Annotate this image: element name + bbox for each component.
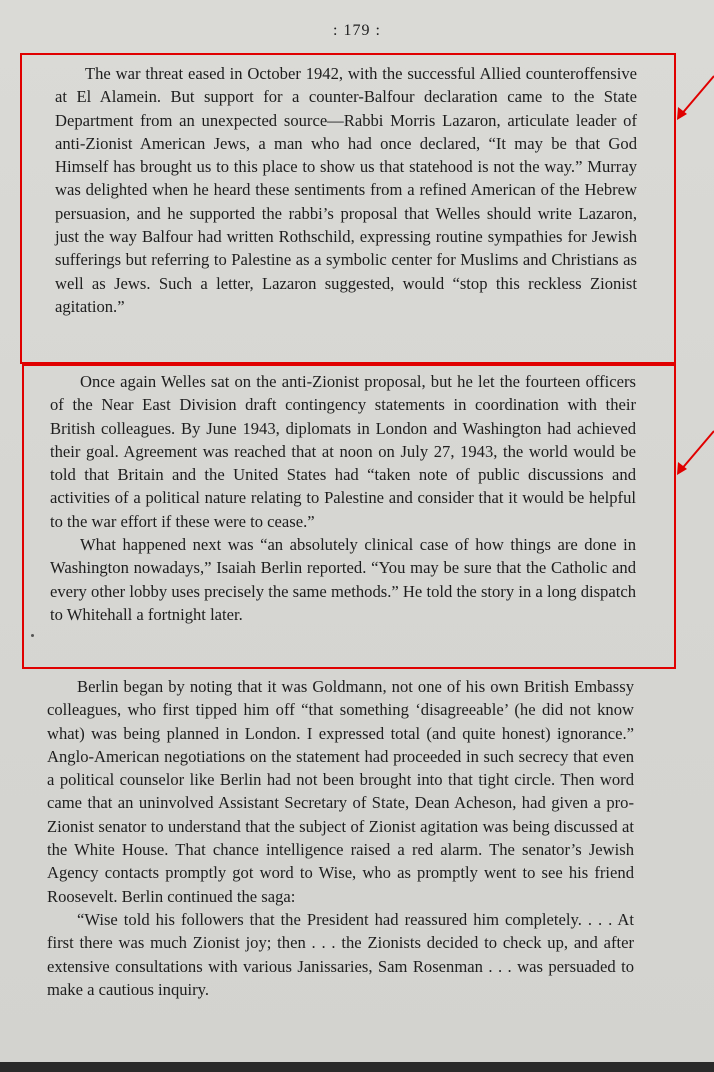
paragraph: The war threat eased in October 1942, with the successful Allied counteroffensive at El Alamein. But support for a counter-Balfour declaration came to the State Department from an unexpected source—Rabbi Morris Lazaron, articulate leader of anti-Zionist American Jews, a man who had once declared, “It may be that God Himself has brought us to this place to show us that statehood is not the way.” Murray was delighted when he heard these sentiments from a refined American of the Hebrew persuasion, and he supported the rabbi’s proposal that Welles should write Lazaron, just the way Balfour had written Rothschild, expressing routine sympathies for Jewish sufferings but referring to Palestine as a symbolic center for Muslims and Christians as well as Jews. Such a letter, Lazaron suggested, would “stop this reckless Zionist agitation.” <box>55 64 637 316</box>
bottom-bar <box>0 1062 714 1072</box>
highlight-box-1 <box>20 53 676 364</box>
red-arrow-icon <box>670 70 714 130</box>
text-block-3 <box>47 675 634 1001</box>
highlight-box-2 <box>22 364 676 669</box>
page-number: : 179 : <box>333 22 381 39</box>
paragraph: “Wise told his followers that the President had reassured him completely. . . . At first there was much Zionist joy; then . . . the Zionists decided to check up, and after extensive consultations with various Janissaries, Sam Rosenman . . . was persuaded to make a cautious inquiry. <box>47 909 634 999</box>
paragraph: Berlin began by noting that it was Goldmann, not one of his own British Embassy colleagues, who first tipped him off “that something ‘disagreeable’ (he did not know what) was being planned in London. I expressed total (and quite honest) ignorance.” Anglo-American negotiations on the statement had proceeded in such secrecy that even a political counselor like Berlin had not been brought into that tight circle. Then word came that an uninvolved Assistant Secretary of State, Dean Acheson, had given a pro-Zionist senator to understand that the subject of Zionist agitation was being discussed at the White House. That chance intelligence raised a red alarm. The senator’s Jewish Agency contacts promptly got word to Wise, who as promptly went to see his friend Roosevelt. Berlin continued the saga: <box>47 677 634 906</box>
paragraph: What happened next was “an absolutely clinical case of how things are done in Washington nowadays,” Isaiah Berlin reported. “You may be sure that the Catholic and every other lobby uses precisely the same methods.” He told the story in a long dispatch to Whitehall a fortnight later. <box>50 535 636 624</box>
margin-mark <box>31 634 34 637</box>
paragraph: Once again Welles sat on the anti-Zionist proposal, but he let the fourteen officers of the Near East Division draft contingency statements in coordination with their British colleagues. By June 1943, diplomats in London and Washington had achieved their goal. Agreement was reached that at noon on July 27, 1943, the world would be told that Britain and the United States had “taken note of public discussions and activities of a political nature relating to Palestine and consider that it would be helpful to the war effort if these were to cease.” <box>50 372 636 531</box>
red-arrow-icon <box>670 425 714 485</box>
